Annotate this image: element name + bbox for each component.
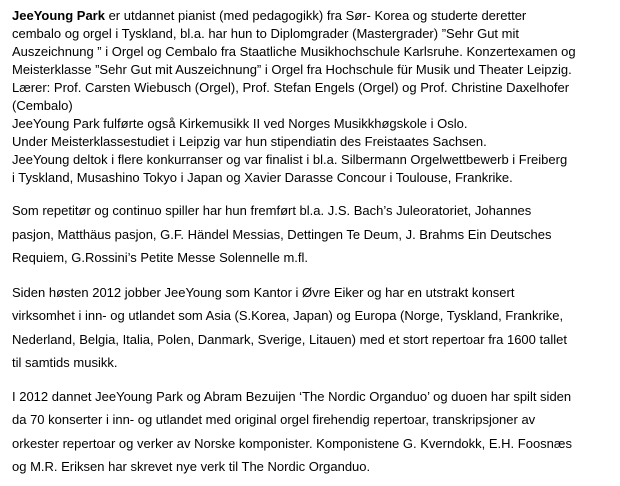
organduo-paragraph: [12, 385, 616, 479]
career-paragraph: [12, 281, 616, 375]
text-line: da 70 konserter i inn- og utlandet med original orgel firehendig repertoar, transkripsjoner av: [12, 412, 536, 427]
text-line: Under Meisterklassestudiet i Leipzig var hun stipendiatin des Freistaates Sachsen.: [12, 134, 487, 149]
document-body: [12, 7, 616, 479]
text-line: og M.R. Eriksen har skrevet nye verk til The Nordic Organduo.: [12, 459, 371, 474]
text-line: JeeYoung Park fulførte også Kirkemusikk II ved Norges Musikkhøgskole i Oslo.: [12, 116, 468, 131]
text-line: Meisterklasse ”Sehr Gut mit Auszeichnung” i Orgel fra Hochschule für Musik und Theater Leipzig.: [12, 62, 572, 77]
text-line: Requiem, G.Rossini’s Petite Messe Solennelle m.fl.: [12, 250, 308, 265]
text-line: Lærer: Prof. Carsten Wiebusch (Orgel), Prof. Stefan Engels (Orgel) og Prof. Christine Daxelhofer: [12, 80, 570, 95]
text-line: orkester repertoar og verker av Norske komponister. Komponistene G. Kverndokk, E.H. Foosnæs: [12, 435, 572, 451]
repertoire-paragraph: [12, 199, 616, 270]
text-line: JeeYoung deltok i flere konkurranser og var finalist i bl.a. Silbermann Orgelwettbewerb i Freiberg: [12, 152, 568, 167]
text-line: (Cembalo): [12, 98, 73, 113]
text-line: Auszeichnung ” i Orgel og Cembalo fra Staatliche Musikhochschule Karlsruhe. Konzertexamen og: [12, 44, 576, 59]
text-line: Nederland, Belgia, Italia, Polen, Danmark, Sverige, Litauen) med et stort repertoar fra 1600 tallet: [12, 331, 567, 347]
bio-first-line: [12, 7, 616, 25]
artist-name: JeeYoung Park: [12, 8, 105, 23]
text-line: Som repetitør og continuo spiller har hun fremført bl.a. J.S. Bach’s Juleoratoriet, Johannes: [12, 203, 532, 218]
text-line: til samtids musikk.: [12, 355, 118, 370]
text-line: pasjon, Matthäus pasjon, G.F. Händel Messias, Dettingen Te Deum, J. Brahms Ein Deutsches: [12, 226, 552, 242]
bio-first-line-text: er utdannet pianist (med pedagogikk) fra Sør- Korea og studerte deretter: [104, 8, 527, 23]
text-line: cembalo og orgel i Tyskland, bl.a. har hun to Diplomgrader (Mastergrader) ”Sehr Gut mit: [12, 26, 519, 41]
text-line: virksomhet i inn- og utlandet som Asia (S.Korea, Japan) og Europa (Norge, Tyskland, Frankrike,: [12, 308, 564, 323]
text-line: Siden høsten 2012 jobber JeeYoung som Kantor i Øvre Eiker og har en utstrakt konsert: [12, 284, 515, 300]
text-line: i Tyskland, Musashino Tokyo i Japan og Xavier Darasse Concour i Toulouse, Frankrike.: [12, 170, 513, 185]
bio-paragraph: [12, 7, 616, 187]
text-line: I 2012 dannet JeeYoung Park og Abram Bezuijen ‘The Nordic Organduo’ og duoen har spilt siden: [12, 388, 572, 404]
